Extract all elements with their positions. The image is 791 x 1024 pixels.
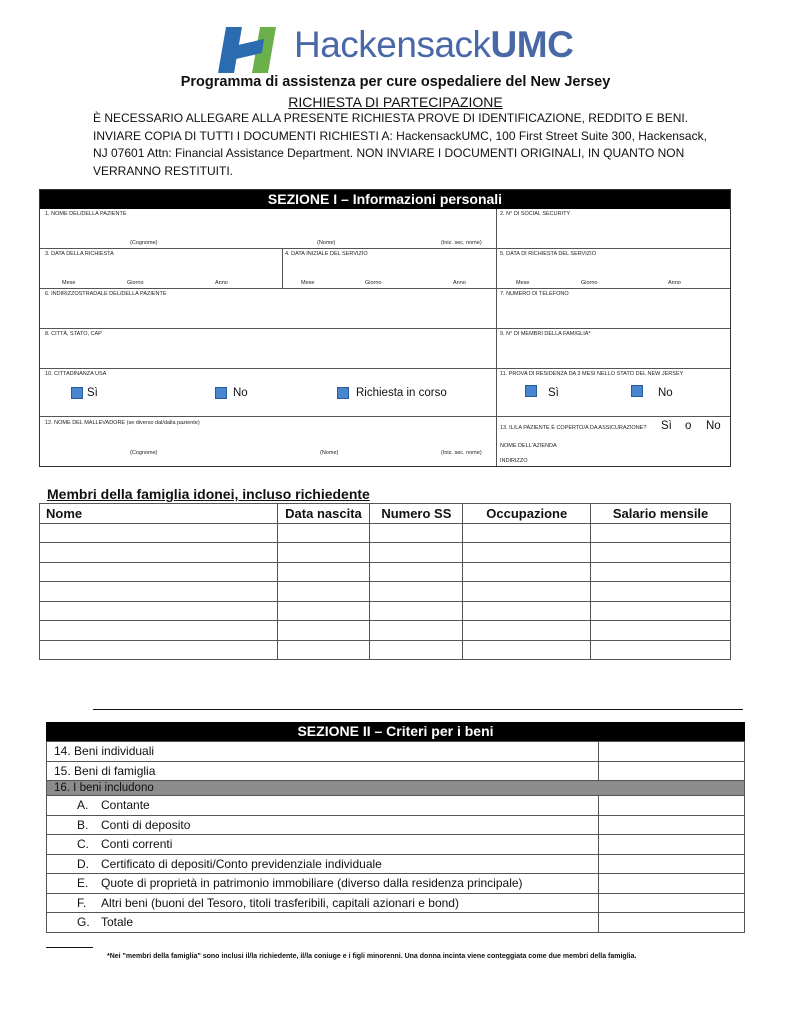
member-cell[interactable] [277,640,370,660]
field-label: 5. DATA DI RICHIESTA DEL SERVIZIO [500,251,596,257]
table-row [47,835,745,855]
field-insurance [497,417,730,466]
sub-label: Anno [668,280,681,286]
logo-wordmark: HackensackUMC [294,24,574,65]
asset-label [47,913,599,933]
member-cell[interactable] [463,582,591,602]
field-label: 9. N° DI MEMBRI DELLA FAMIGLIA* [500,331,591,337]
member-cell[interactable] [40,562,278,582]
member-cell[interactable] [591,523,731,543]
item-text: Conti di deposito [101,817,191,832]
member-cell[interactable] [463,621,591,641]
member-cell[interactable] [370,523,463,543]
option-label: Sì [87,387,98,399]
asset-label [47,796,599,816]
field-patient-name[interactable] [40,209,497,249]
sub-label: (Iniz. sec. nome) [441,450,482,456]
field-ssn[interactable] [497,209,730,249]
table-row [47,815,745,835]
citizenship-pending-checkbox[interactable] [337,387,349,399]
table-row [47,781,745,796]
field-street-address[interactable] [40,289,497,329]
item-text: Conti correnti [101,837,173,852]
member-cell[interactable] [463,562,591,582]
sub-label: (Cognome) [130,450,158,456]
row-label: 15. Beni di famiglia [47,761,599,781]
section-1-heading: SEZIONE I – Informazioni personali [40,190,730,209]
table-row [47,874,745,894]
member-cell[interactable] [463,523,591,543]
value-cell[interactable] [599,913,745,933]
sub-label: (Nome) [320,450,339,456]
member-cell[interactable] [370,543,463,563]
member-cell[interactable] [277,562,370,582]
field-label: NOME DELL'AZIENDA [500,443,557,449]
form-subtitle: RICHIESTA DI PARTECIPAZIONE [288,94,503,110]
sub-label: (Nome) [317,240,336,246]
field-label: 6. INDIRIZZOSTRADALE DEL/DELLA PAZIENTE [45,291,167,297]
table-row [47,742,745,762]
member-cell[interactable] [370,640,463,660]
item-text: Certificato di depositi/Conto previdenziale individuale [101,856,382,871]
asset-label [47,835,599,855]
table-row [47,913,745,933]
asset-label [47,874,599,894]
footnote: *Nei "membri della famiglia" sono inclusi il/la richiedente, il/la coniuge e i figli minorenni. Una donna incinta viene conteggiata come due membri della famiglia. [107,953,637,960]
member-cell[interactable] [591,582,731,602]
sub-label: Mese [62,280,76,286]
option-label: No [233,387,248,399]
asset-label [47,815,599,835]
field-label: 13. IL/LA PAZIENTE È COPERTO/A DA ASSICURAZIONE? [500,425,647,431]
option-label: Sì [548,387,559,399]
column-header: Salario mensile [591,504,731,524]
field-service-start-date[interactable] [283,249,497,289]
section-1 [39,189,731,467]
member-cell[interactable] [40,543,278,563]
assets-table [46,741,745,933]
citizenship-no-checkbox[interactable] [215,387,227,399]
sub-label: Giorno [127,280,144,286]
form-title: Programma di assistenza per cure ospedaliere del New Jersey [180,74,611,90]
item-text: Quote di proprietà in patrimonio immobiliare (diverso dalla residenza principale) [101,876,523,891]
member-cell[interactable] [591,543,731,563]
row-label: 14. Beni individuali [47,742,599,762]
member-cell[interactable] [463,601,591,621]
item-text: Altri beni (buoni del Tesoro, titoli trasferibili, capitali azionari e bond) [101,895,459,910]
row-label: 16. I beni includono [47,781,745,796]
table-row [40,543,731,563]
section-2-heading: SEZIONE II – Criteri per i beni [46,722,745,741]
members-heading: Membri della famiglia idonei, incluso richiedente [47,486,370,502]
member-cell[interactable] [591,562,731,582]
field-family-members[interactable] [497,329,730,369]
hackensack-logo-icon [218,27,288,73]
asset-label [47,854,599,874]
field-service-request-date[interactable] [497,249,730,289]
residency-no-checkbox[interactable] [631,385,643,397]
value-cell[interactable] [599,815,745,835]
table-row [40,621,731,641]
divider-line [93,709,743,710]
sub-label: (Cognome) [130,240,158,246]
table-row [47,854,745,874]
value-cell[interactable] [599,835,745,855]
sub-label: Mese [516,280,530,286]
field-label: 2. N° DI SOCIAL SECURITY [500,211,571,217]
members-table [39,503,731,660]
field-label: 3. DATA DELLA RICHIESTA [45,251,114,257]
field-nj-residency [497,369,730,417]
table-row [47,893,745,913]
member-cell[interactable] [40,601,278,621]
item-letter: G. [77,915,90,930]
member-cell[interactable] [370,621,463,641]
member-cell[interactable] [591,601,731,621]
field-guarantor-name[interactable] [40,417,497,466]
field-label: 8. CITTÀ, STATO, CAP [45,331,102,337]
insurance-yes-option[interactable]: Sì [661,420,672,432]
member-cell[interactable] [40,621,278,641]
value-cell[interactable] [599,874,745,894]
table-row [47,796,745,816]
sub-label: Giorno [365,280,382,286]
field-label: 11. PROVA DI RESIDENZA DA 3 MESI NELLO STATO DEL NEW JERSEY [500,371,684,377]
table-row [40,601,731,621]
sub-label: Anno [453,280,466,286]
field-label: 4. DATA INIZIALE DEL SERVIZIO [285,251,368,257]
sub-label: Mese [301,280,315,286]
member-cell[interactable] [277,543,370,563]
value-cell[interactable] [599,854,745,874]
member-cell[interactable] [370,601,463,621]
member-cell[interactable] [370,582,463,602]
sub-label: (Iniz. sec. nome) [441,240,482,246]
item-letter: C. [77,837,89,852]
item-letter: D. [77,856,89,871]
members-header-row [40,504,731,524]
field-phone[interactable] [497,289,730,329]
item-letter: B. [77,817,89,832]
member-cell[interactable] [40,523,278,543]
member-cell[interactable] [40,640,278,660]
column-header: Numero SS [370,504,463,524]
value-cell[interactable] [599,742,745,762]
item-letter: A. [77,798,89,813]
field-label: 1. NOME DEL/DELLA PAZIENTE [45,211,127,217]
sub-label: Anno [215,280,228,286]
member-cell[interactable] [591,640,731,660]
member-cell[interactable] [463,640,591,660]
table-row [40,640,731,660]
option-label: No [658,387,673,399]
member-cell[interactable] [277,621,370,641]
footnote-rule [46,947,93,948]
member-cell[interactable] [463,543,591,563]
field-request-date[interactable] [40,249,283,289]
instructions-notice: È NECESSARIO ALLEGARE ALLA PRESENTE RICHIESTA PROVE DI IDENTIFICAZIONE, REDDITO E BENI. INVIARE COPIA DI TUTTI I DOCUMENTI RICHIESTI A: HackensackUMC, 100 First Street Suite 300, Hackensack, NJ 07601 Attn: Financial Assistance Department. NON INVIARE I DOCUMENTI ORIGINALI, IN QUANTO NON VERRANNO RESTITUITI. [93,111,707,178]
column-header: Data nascita [277,504,370,524]
item-text: Contante [101,798,150,813]
residency-yes-checkbox[interactable] [525,385,537,397]
member-cell[interactable] [277,582,370,602]
sub-label: Giorno [581,280,598,286]
member-cell[interactable] [277,601,370,621]
option-separator: o [685,420,692,432]
table-row [40,562,731,582]
option-label: Richiesta in corso [356,387,447,399]
field-label: 7. NUMERO DI TELEFONO [500,291,569,297]
citizenship-yes-checkbox[interactable] [71,387,83,399]
value-cell[interactable] [599,893,745,913]
value-cell[interactable] [599,796,745,816]
column-header: Nome [40,504,278,524]
asset-label [47,893,599,913]
value-cell[interactable] [599,761,745,781]
insurance-no-option[interactable]: No [706,420,721,432]
member-cell[interactable] [591,621,731,641]
member-cell[interactable] [277,523,370,543]
table-row [47,761,745,781]
field-label: 12. NOME DEL MALLEVADORE (se diverso dal/dalla paziente) [45,420,200,426]
item-text: Totale [101,915,134,930]
item-letter: F. [77,895,87,910]
table-row [40,582,731,602]
field-us-citizenship [40,369,497,417]
field-label: 10. CITTADINANZA USA [45,371,107,377]
member-cell[interactable] [370,562,463,582]
member-cell[interactable] [40,582,278,602]
table-row [40,523,731,543]
field-label: INDIRIZZO [500,458,528,464]
item-letter: E. [77,876,89,891]
column-header: Occupazione [463,504,591,524]
field-city-state-zip[interactable] [40,329,497,369]
